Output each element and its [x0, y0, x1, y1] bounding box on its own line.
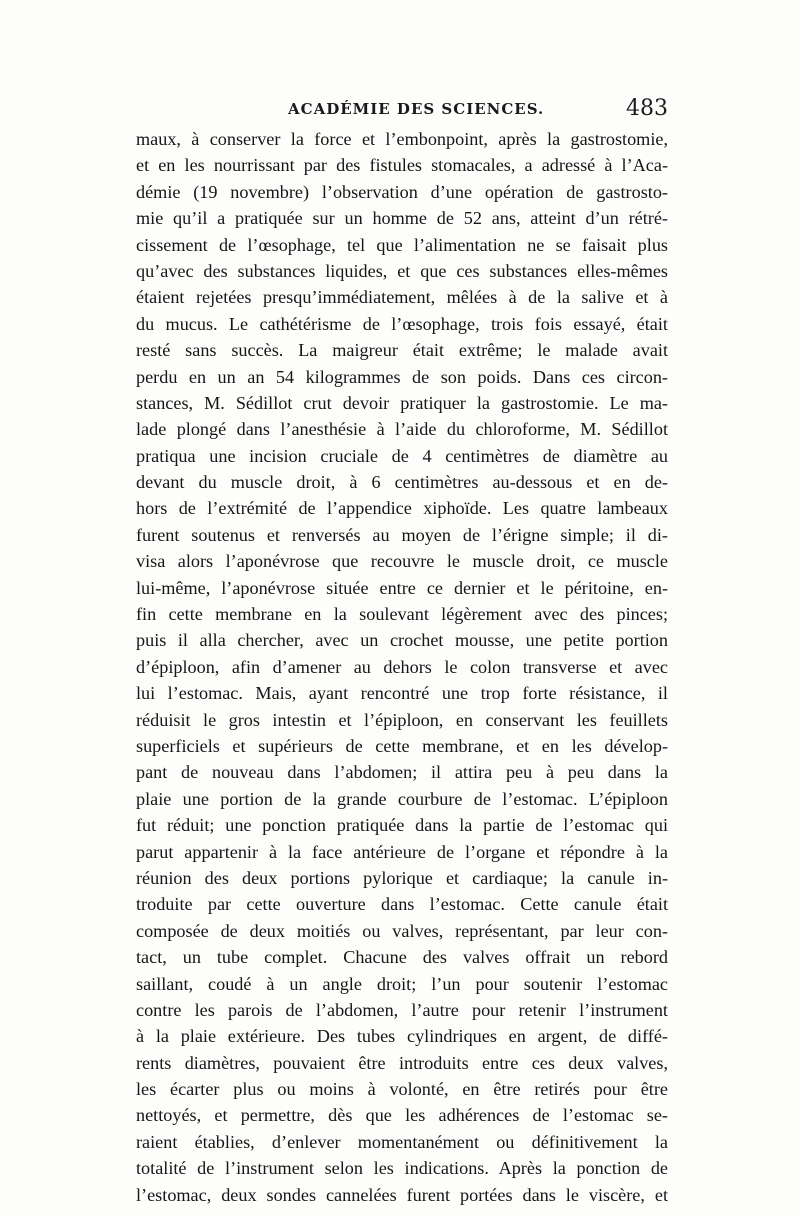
- text-line: composée de deux moitiés ou valves, représentant, par leur con-: [136, 920, 668, 941]
- text-line: visa alors l’aponévrose que recouvre le muscle droit, ce muscle: [136, 551, 668, 572]
- text-line: plaie une portion de la grande courbure de l’estomac. L’épiploon: [136, 788, 668, 809]
- text-line: pratiqua une incision cruciale de 4 centimètres de diamètre au: [136, 445, 668, 466]
- text-line: puis il alla chercher, avec un crochet mousse, une petite portion: [136, 630, 668, 651]
- running-title: ACADÉMIE DES SCIENCES.: [288, 100, 545, 118]
- text-line: étaient rejetées presqu’immédiatement, mêlées à de la salive et à: [136, 287, 668, 308]
- text-line: lade plongé dans l’anesthésie à l’aide du chloroforme, M. Sédillot: [136, 419, 668, 440]
- text-line: tact, un tube complet. Chacune des valves offrait un rebord: [136, 947, 668, 968]
- text-line: lui-même, l’aponévrose située entre ce dernier et le péritoine, en-: [136, 577, 668, 598]
- text-line: hors de l’extrémité de l’appendice xiphoïde. Les quatre lambeaux: [136, 498, 668, 519]
- text-line: cissement de l’œsophage, tel que l’alimentation ne se faisait plus: [136, 234, 668, 255]
- text-line: resté sans succès. La maigreur était extrême; le malade avait: [136, 340, 668, 361]
- text-line: réunion des deux portions pylorique et cardiaque; la canule in-: [136, 867, 668, 888]
- text-line: maux, à conserver la force et l’embonpoint, après la gastrostomie,: [136, 129, 668, 149]
- text-line: furent soutenus et renversés au moyen de l’érigne simple; il di-: [136, 524, 668, 545]
- text-line: à la plaie extérieure. Des tubes cylindriques en argent, de diffé-: [136, 1026, 668, 1047]
- text-line: contre les parois de l’abdomen, l’autre pour retenir l’instrument: [136, 999, 668, 1020]
- text-line: lui l’estomac. Mais, ayant rencontré une trop forte résistance, il: [136, 683, 668, 704]
- text-line: devant du muscle droit, à 6 centimètres au-dessous et en de-: [136, 472, 668, 493]
- text-line: nettoyés, et permettre, dès que les adhérences de l’estomac se-: [136, 1105, 668, 1126]
- text-line: troduite par cette ouverture dans l’estomac. Cette canule était: [136, 894, 668, 915]
- body-text: [136, 126, 668, 1208]
- text-line: du mucus. Le cathétérisme de l’œsophage, trois fois essayé, était: [136, 313, 668, 334]
- text-line: d’épiploon, afin d’amener au dehors le colon transverse et avec: [136, 656, 668, 677]
- text-line: les écarter plus ou moins à volonté, en être retirés pour être: [136, 1079, 668, 1100]
- running-head: [138, 96, 668, 126]
- text-line: totalité de l’instrument selon les indications. Après la ponction de: [136, 1158, 668, 1179]
- text-line: stances, M. Sédillot crut devoir pratiquer la gastrostomie. Le ma-: [136, 392, 668, 413]
- text-line: fin cette membrane en la soulevant légèrement avec des pinces;: [136, 604, 668, 625]
- text-line: l’estomac, deux sondes cannelées furent portées dans le viscère, et: [136, 1184, 668, 1205]
- text-line: raient établies, d’enlever momentanément ou définitivement la: [136, 1131, 668, 1152]
- text-line: pant de nouveau dans l’abdomen; il attira peu à peu dans la: [136, 762, 668, 783]
- text-line: fut réduit; une ponction pratiquée dans la partie de l’estomac qui: [136, 815, 668, 836]
- text-line: superficiels et supérieurs de cette membrane, et en les dévelop-: [136, 735, 668, 756]
- text-line: et en les nourrissant par des fistules stomacales, a adressé à l’Aca-: [136, 155, 668, 176]
- page-number: 483: [626, 96, 668, 121]
- text-line: perdu en un an 54 kilogrammes de son poids. Dans ces circon-: [136, 366, 668, 387]
- text-line: réduisit le gros intestin et l’épiploon, en conservant les feuillets: [136, 709, 668, 730]
- text-line: rents diamètres, pouvaient être introduits entre ces deux valves,: [136, 1052, 668, 1073]
- text-line: qu’avec des substances liquides, et que ces substances elles-mêmes: [136, 260, 668, 281]
- text-line: parut appartenir à la face antérieure de l’organe et répondre à la: [136, 841, 668, 862]
- text-line: mie qu’il a pratiquée sur un homme de 52 ans, atteint d’un rétré-: [136, 208, 668, 229]
- text-line: démie (19 novembre) l’observation d’une opération de gastrosto-: [136, 181, 668, 202]
- text-line: saillant, coudé à un angle droit; l’un pour soutenir l’estomac: [136, 973, 668, 994]
